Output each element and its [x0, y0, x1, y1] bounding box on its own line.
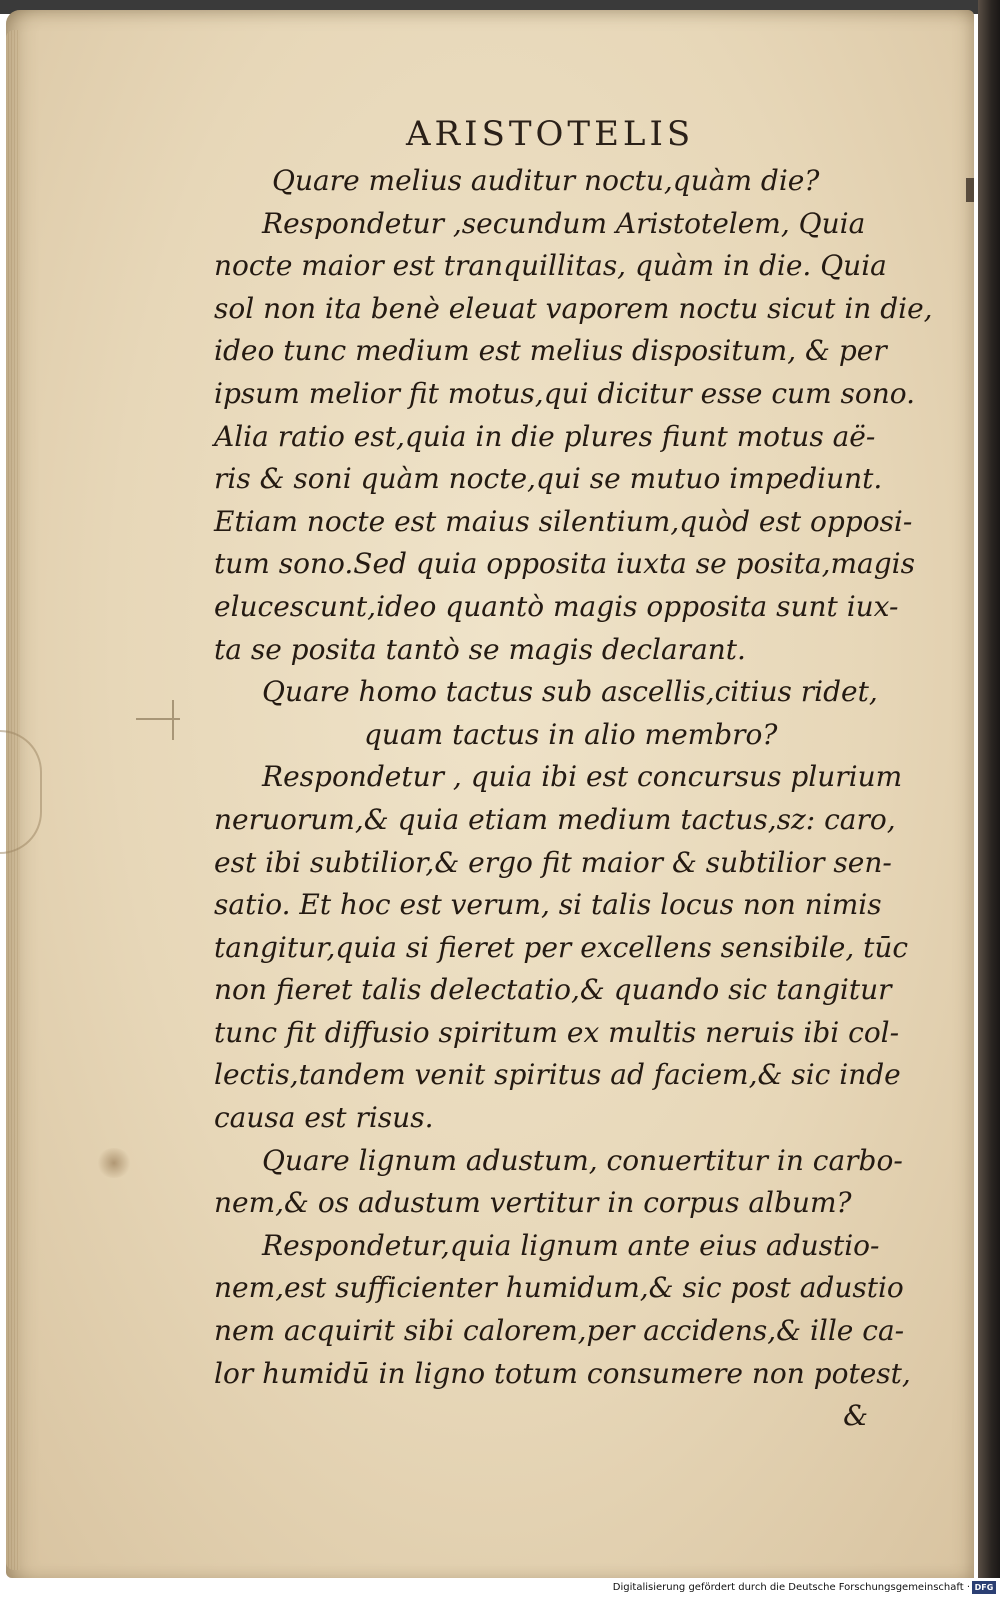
text-line: nem,est sufficienter humidum,& sic post adustio: [214, 1271, 904, 1305]
text-line: &: [843, 1399, 868, 1433]
page-text-block: [214, 160, 933, 1438]
running-head: ARISTOTELIS: [406, 114, 695, 154]
text-line: lor humidū in ligno totum consumere non potest,: [214, 1356, 911, 1390]
text-line: Respondetur , quia ibi est concursus plurium: [262, 760, 903, 794]
text-line: Alia ratio est,quia in die plures fiunt motus aë-: [214, 419, 876, 453]
text-line: nocte maior est tranquillitas, quàm in die. Quia: [214, 249, 887, 283]
text-line: satio. Et hoc est verum, si talis locus non nimis: [214, 888, 882, 922]
text-line: Quare lignum adustum, conuertitur in carbo-: [262, 1143, 903, 1177]
text-line: non fieret talis delectatio,& quando sic tangitur: [214, 973, 892, 1007]
text-line: est ibi subtilior,& ergo fit maior & subtilior sen-: [214, 845, 892, 879]
text-line: Quare homo tactus sub ascellis,citius ridet,: [262, 675, 878, 709]
footer-bar: [0, 1578, 1000, 1599]
text-line: ipsum melior fit motus,qui dicitur esse cum sono.: [214, 376, 916, 410]
text-line: nem acquirit sibi calorem,per accidens,& ille ca-: [214, 1314, 905, 1348]
text-line: ideo tunc medium est melius dispositum, & per: [214, 334, 887, 368]
text-line: Respondetur ,secundum Aristotelem, Quia: [262, 206, 866, 240]
text-line: tunc fit diffusio spiritum ex multis neruis ibi col-: [214, 1015, 900, 1049]
text-line: elucescunt,ideo quantò magis opposita sunt iux-: [214, 589, 899, 623]
text-line: ta se posita tantò se magis declarant.: [214, 632, 746, 666]
marginal-mark-vertical: [172, 700, 174, 740]
text-line: lectis,tandem venit spiritus ad faciem,& sic inde: [214, 1058, 901, 1092]
book-binding: [978, 0, 1000, 1578]
text-line: quam tactus in alio membro?: [364, 717, 778, 751]
funding-credit: Digitalisierung gefördert durch die Deutsche Forschungsgemeinschaft ·: [612, 1582, 970, 1593]
text-line: tangitur,quia si fieret per excellens sensibile, tūc: [214, 930, 909, 964]
text-line: sol non ita benè eleuat vaporem noctu sicut in die,: [214, 291, 933, 325]
text-line: ris & soni quàm nocte,qui se mutuo impediunt.: [214, 462, 883, 496]
text-line: tum sono.Sed quia opposita iuxta se posita,magis: [214, 547, 915, 581]
text-line: causa est risus.: [214, 1101, 434, 1135]
text-line: Quare melius auditur noctu,quàm die?: [272, 164, 820, 197]
paper-stain: [96, 1148, 132, 1178]
text-line: neruorum,& quia etiam medium tactus,sz: caro,: [214, 802, 896, 836]
text-line: Respondetur,quia lignum ante eius adustio-: [262, 1228, 880, 1262]
text-line: nem,& os adustum vertitur in corpus album?: [214, 1186, 852, 1220]
edge-mark: [966, 178, 974, 202]
dfg-logo-icon: DFG: [972, 1581, 996, 1594]
text-line: Etiam nocte est maius silentium,quòd est opposi-: [214, 504, 913, 538]
